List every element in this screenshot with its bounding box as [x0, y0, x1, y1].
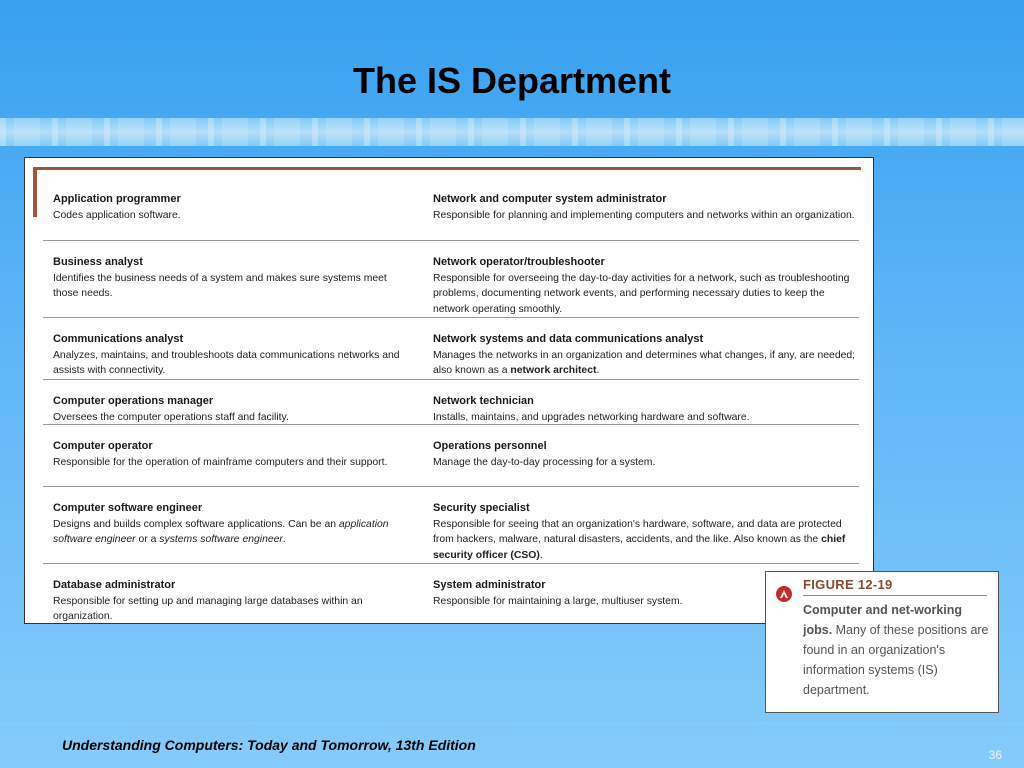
job-description-end: . [282, 534, 286, 545]
job-description: Responsible for maintaining a large, multiuser system. [433, 595, 683, 607]
accent-bar-vertical [33, 167, 37, 217]
job-title: Security specialist [433, 502, 530, 514]
job-alias-italic: systems software engineer [159, 534, 283, 545]
job-entry [433, 255, 859, 313]
job-description [433, 348, 859, 379]
job-entry [43, 578, 433, 622]
job-row [43, 178, 859, 241]
job-description: Oversees the computer operations staff and facility. [53, 411, 289, 423]
job-table-figure [24, 157, 874, 624]
figure-caption [765, 571, 999, 713]
job-entry [433, 192, 859, 236]
job-title: Application programmer [53, 193, 181, 205]
job-entry [43, 501, 433, 559]
caption-text [803, 600, 993, 700]
job-description-end: . [596, 365, 600, 376]
job-title: Network systems and data communications analyst [433, 333, 704, 345]
job-entry [433, 501, 859, 559]
job-grid [43, 178, 859, 622]
job-description-text: Responsible for seeing that an organization's hardware, software, and data are protected from hackers, malware, natural disasters, accidents, and the like. Also known as the [433, 518, 842, 545]
job-entry [433, 332, 859, 375]
accent-bar-horizontal [33, 167, 861, 170]
job-description [53, 517, 413, 548]
job-description: Responsible for planning and implementing computers and networks within an organization. [433, 209, 855, 221]
job-description [433, 517, 859, 564]
job-entry [433, 439, 859, 482]
job-title: Computer operations manager [53, 395, 214, 407]
job-title: Network technician [433, 395, 534, 407]
job-entry [43, 192, 433, 236]
web-tutor-icon [776, 586, 792, 602]
job-row [43, 564, 859, 622]
job-row [43, 318, 859, 380]
job-title: Database administrator [53, 579, 176, 591]
job-title: Communications analyst [53, 333, 184, 345]
job-row [43, 425, 859, 487]
job-row [43, 487, 859, 564]
decorative-band [0, 118, 1024, 146]
job-row [43, 241, 859, 318]
caption-lead: Computer and net-working jobs. [803, 603, 963, 637]
page-number: 36 [988, 748, 1002, 762]
job-title: Operations personnel [433, 440, 547, 452]
job-title: Network operator/troubleshooter [433, 256, 605, 268]
job-title: Network and computer system administrator [433, 193, 667, 205]
caption-body: Many of these positions are found in an organization's information systems (IS) department. [803, 623, 989, 697]
triangle-a-icon [779, 589, 789, 599]
job-title: Computer operator [53, 440, 153, 452]
job-row [43, 380, 859, 425]
job-alias: network architect [510, 365, 597, 376]
job-description: Responsible for overseeing the day-to-day activities for a network, such as troubleshooting problems, documenting network events, and performing necessary duties to keep the network operating smoothly. [433, 272, 850, 315]
caption-divider [803, 595, 987, 596]
job-entry [433, 394, 859, 423]
job-description: Codes application software. [53, 209, 181, 221]
job-title: Business analyst [53, 256, 143, 268]
job-description: Analyzes, maintains, and troubleshoots data communications networks and assists with connectivity. [53, 349, 400, 376]
job-title: Computer software engineer [53, 502, 203, 514]
job-entry [43, 255, 433, 313]
job-description-end: . [539, 549, 543, 561]
job-description: Identifies the business needs of a system and makes sure systems meet those needs. [53, 272, 387, 299]
job-alias-italic: application software engineer [53, 518, 389, 545]
job-entry [43, 332, 433, 375]
figure-label: FIGURE 12-19 [803, 577, 893, 592]
job-entry [43, 394, 433, 423]
job-alias: chief security officer (CSO) [433, 534, 846, 561]
job-description-text: Designs and builds complex software applications. Can be an [53, 518, 339, 530]
job-description: Responsible for setting up and managing large databases within an organization. [53, 595, 363, 622]
job-description: Manage the day-to-day processing for a system. [433, 456, 656, 468]
job-description: Installs, maintains, and upgrades networking hardware and software. [433, 411, 750, 423]
footer-divider [0, 723, 1024, 724]
job-description: Responsible for the operation of mainframe computers and their support. [53, 456, 388, 468]
slide-title: The IS Department [352, 60, 672, 101]
job-description-mid: or a [135, 534, 160, 545]
job-description-text: Manages the networks in an organization and determines what changes, if any, are needed; also known as a [433, 349, 856, 376]
footer-book-title: Understanding Computers: Today and Tomorrow, 13th Edition [62, 737, 476, 753]
job-title: System administrator [433, 579, 546, 591]
job-entry [43, 439, 433, 482]
